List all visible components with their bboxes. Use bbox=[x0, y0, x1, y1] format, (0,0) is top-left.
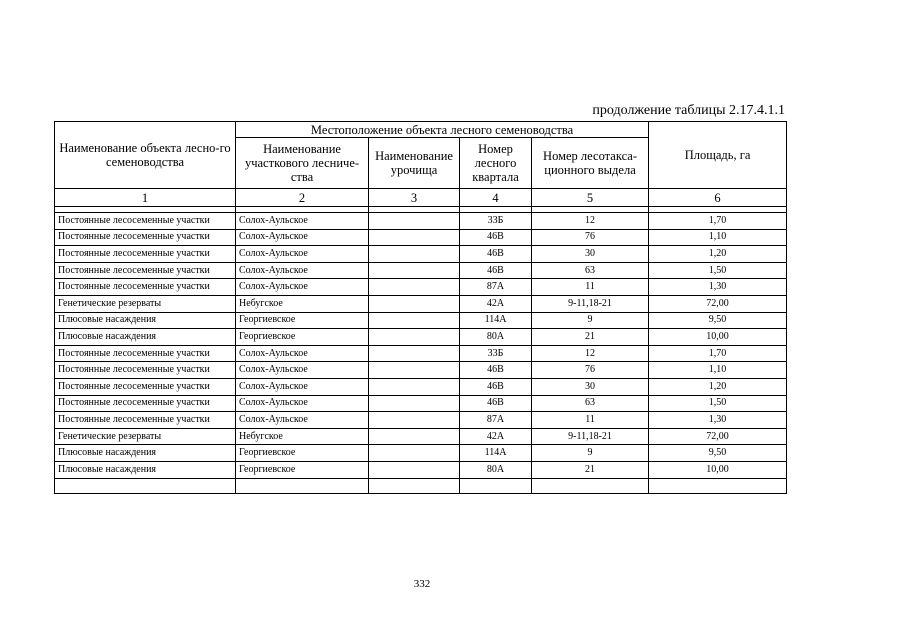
cell-quarter: 114А bbox=[460, 445, 532, 462]
cell-area: 1,70 bbox=[649, 345, 787, 362]
cell-object-name: Постоянные лесосеменные участки bbox=[55, 378, 236, 395]
cell-allotment: 11 bbox=[532, 412, 649, 429]
cell-quarter: 46В bbox=[460, 246, 532, 263]
column-numbers-row bbox=[55, 189, 787, 207]
cell-forestry: Солох-Аульское bbox=[236, 345, 369, 362]
cell-quarter: 87А bbox=[460, 412, 532, 429]
table-row bbox=[55, 229, 787, 246]
table-row bbox=[55, 378, 787, 395]
cell-area: 1,50 bbox=[649, 395, 787, 412]
column-number: 4 bbox=[460, 189, 532, 207]
table-body bbox=[55, 207, 787, 494]
empty-cell bbox=[532, 478, 649, 493]
cell-object-name: Постоянные лесосеменные участки bbox=[55, 213, 236, 230]
cell-allotment: 9-11,18-21 bbox=[532, 428, 649, 445]
cell-tract bbox=[369, 295, 460, 312]
cell-area: 72,00 bbox=[649, 428, 787, 445]
cell-forestry: Небугское bbox=[236, 428, 369, 445]
empty-cell bbox=[649, 478, 787, 493]
table-row bbox=[55, 295, 787, 312]
cell-object-name: Постоянные лесосеменные участки bbox=[55, 262, 236, 279]
cell-allotment: 21 bbox=[532, 329, 649, 346]
cell-tract bbox=[369, 395, 460, 412]
column-number: 1 bbox=[55, 189, 236, 207]
header-area: Площадь, га bbox=[649, 122, 787, 189]
cell-allotment: 76 bbox=[532, 362, 649, 379]
cell-quarter: 46В bbox=[460, 262, 532, 279]
cell-quarter: 80А bbox=[460, 329, 532, 346]
cell-area: 10,00 bbox=[649, 329, 787, 346]
table-row bbox=[55, 412, 787, 429]
cell-forestry: Небугское bbox=[236, 295, 369, 312]
cell-quarter: 114А bbox=[460, 312, 532, 329]
empty-cell bbox=[55, 478, 236, 493]
cell-allotment: 21 bbox=[532, 461, 649, 478]
header-quarter: Номер лесного квартала bbox=[460, 138, 532, 189]
cell-area: 9,50 bbox=[649, 312, 787, 329]
column-number: 2 bbox=[236, 189, 369, 207]
column-number: 3 bbox=[369, 189, 460, 207]
cell-tract bbox=[369, 461, 460, 478]
cell-tract bbox=[369, 445, 460, 462]
cell-quarter: 46В bbox=[460, 362, 532, 379]
table-row bbox=[55, 461, 787, 478]
cell-quarter: 80А bbox=[460, 461, 532, 478]
cell-object-name: Плюсовые насаждения bbox=[55, 312, 236, 329]
table-caption: продолжение таблицы 2.17.4.1.1 bbox=[592, 103, 785, 118]
header-object-name: Наименование объекта лесно-го семеноводства bbox=[55, 122, 236, 189]
cell-area: 1,50 bbox=[649, 262, 787, 279]
cell-quarter: 87А bbox=[460, 279, 532, 296]
table-header bbox=[55, 122, 787, 207]
cell-tract bbox=[369, 279, 460, 296]
cell-quarter: 42А bbox=[460, 295, 532, 312]
header-allotment: Номер лесотакса-ционного выдела bbox=[532, 138, 649, 189]
cell-area: 72,00 bbox=[649, 295, 787, 312]
cell-area: 1,30 bbox=[649, 412, 787, 429]
cell-forestry: Георгиевское bbox=[236, 312, 369, 329]
cell-allotment: 9 bbox=[532, 312, 649, 329]
cell-object-name: Генетические резерваты bbox=[55, 295, 236, 312]
cell-object-name: Постоянные лесосеменные участки bbox=[55, 412, 236, 429]
cell-tract bbox=[369, 229, 460, 246]
cell-forestry: Солох-Аульское bbox=[236, 262, 369, 279]
cell-forestry: Солох-Аульское bbox=[236, 213, 369, 230]
cell-tract bbox=[369, 329, 460, 346]
cell-area: 1,10 bbox=[649, 229, 787, 246]
cell-forestry: Солох-Аульское bbox=[236, 395, 369, 412]
table-row bbox=[55, 329, 787, 346]
column-number: 5 bbox=[532, 189, 649, 207]
cell-allotment: 63 bbox=[532, 262, 649, 279]
cell-area: 1,20 bbox=[649, 378, 787, 395]
cell-forestry: Солох-Аульское bbox=[236, 412, 369, 429]
cell-object-name: Постоянные лесосеменные участки bbox=[55, 345, 236, 362]
cell-forestry: Солох-Аульское bbox=[236, 229, 369, 246]
cell-allotment: 30 bbox=[532, 246, 649, 263]
cell-forestry: Георгиевское bbox=[236, 461, 369, 478]
cell-area: 1,20 bbox=[649, 246, 787, 263]
table-row bbox=[55, 279, 787, 296]
cell-forestry: Солох-Аульское bbox=[236, 279, 369, 296]
cell-object-name: Плюсовые насаждения bbox=[55, 445, 236, 462]
table-row bbox=[55, 362, 787, 379]
table-row bbox=[55, 262, 787, 279]
cell-quarter: 33Б bbox=[460, 213, 532, 230]
cell-tract bbox=[369, 362, 460, 379]
cell-object-name: Генетические резерваты bbox=[55, 428, 236, 445]
cell-tract bbox=[369, 213, 460, 230]
empty-row bbox=[55, 478, 787, 493]
table-row bbox=[55, 395, 787, 412]
header-tract: Наименование урочища bbox=[369, 138, 460, 189]
cell-quarter: 46В bbox=[460, 229, 532, 246]
cell-quarter: 33Б bbox=[460, 345, 532, 362]
cell-forestry: Солох-Аульское bbox=[236, 378, 369, 395]
empty-cell bbox=[460, 478, 532, 493]
cell-object-name: Плюсовые насаждения bbox=[55, 329, 236, 346]
cell-quarter: 46В bbox=[460, 395, 532, 412]
empty-cell bbox=[236, 478, 369, 493]
column-number: 6 bbox=[649, 189, 787, 207]
header-location-group: Местоположение объекта лесного семеноводства bbox=[236, 122, 649, 138]
cell-tract bbox=[369, 412, 460, 429]
cell-quarter: 42А bbox=[460, 428, 532, 445]
cell-allotment: 30 bbox=[532, 378, 649, 395]
header-forestry: Наименование участкового лесниче-ства bbox=[236, 138, 369, 189]
cell-forestry: Солох-Аульское bbox=[236, 362, 369, 379]
page-number: 332 bbox=[413, 578, 431, 590]
table-row bbox=[55, 213, 787, 230]
cell-object-name: Постоянные лесосеменные участки bbox=[55, 395, 236, 412]
cell-area: 1,70 bbox=[649, 213, 787, 230]
cell-forestry: Георгиевское bbox=[236, 329, 369, 346]
cell-tract bbox=[369, 345, 460, 362]
cell-tract bbox=[369, 428, 460, 445]
cell-object-name: Постоянные лесосеменные участки bbox=[55, 229, 236, 246]
cell-allotment: 11 bbox=[532, 279, 649, 296]
table-row bbox=[55, 445, 787, 462]
cell-allotment: 12 bbox=[532, 345, 649, 362]
cell-forestry: Солох-Аульское bbox=[236, 246, 369, 263]
cell-object-name: Постоянные лесосеменные участки bbox=[55, 279, 236, 296]
cell-object-name: Плюсовые насаждения bbox=[55, 461, 236, 478]
cell-area: 9,50 bbox=[649, 445, 787, 462]
cell-object-name: Постоянные лесосеменные участки bbox=[55, 362, 236, 379]
cell-tract bbox=[369, 262, 460, 279]
table-row bbox=[55, 428, 787, 445]
table-row bbox=[55, 312, 787, 329]
table-row bbox=[55, 246, 787, 263]
cell-area: 10,00 bbox=[649, 461, 787, 478]
cell-area: 1,30 bbox=[649, 279, 787, 296]
cell-tract bbox=[369, 312, 460, 329]
seed-objects-table bbox=[54, 121, 787, 494]
cell-quarter: 46В bbox=[460, 378, 532, 395]
empty-cell bbox=[369, 478, 460, 493]
cell-forestry: Георгиевское bbox=[236, 445, 369, 462]
cell-allotment: 12 bbox=[532, 213, 649, 230]
cell-allotment: 9-11,18-21 bbox=[532, 295, 649, 312]
cell-area: 1,10 bbox=[649, 362, 787, 379]
cell-allotment: 76 bbox=[532, 229, 649, 246]
cell-allotment: 9 bbox=[532, 445, 649, 462]
cell-tract bbox=[369, 378, 460, 395]
cell-object-name: Постоянные лесосеменные участки bbox=[55, 246, 236, 263]
cell-allotment: 63 bbox=[532, 395, 649, 412]
table-row bbox=[55, 345, 787, 362]
cell-tract bbox=[369, 246, 460, 263]
